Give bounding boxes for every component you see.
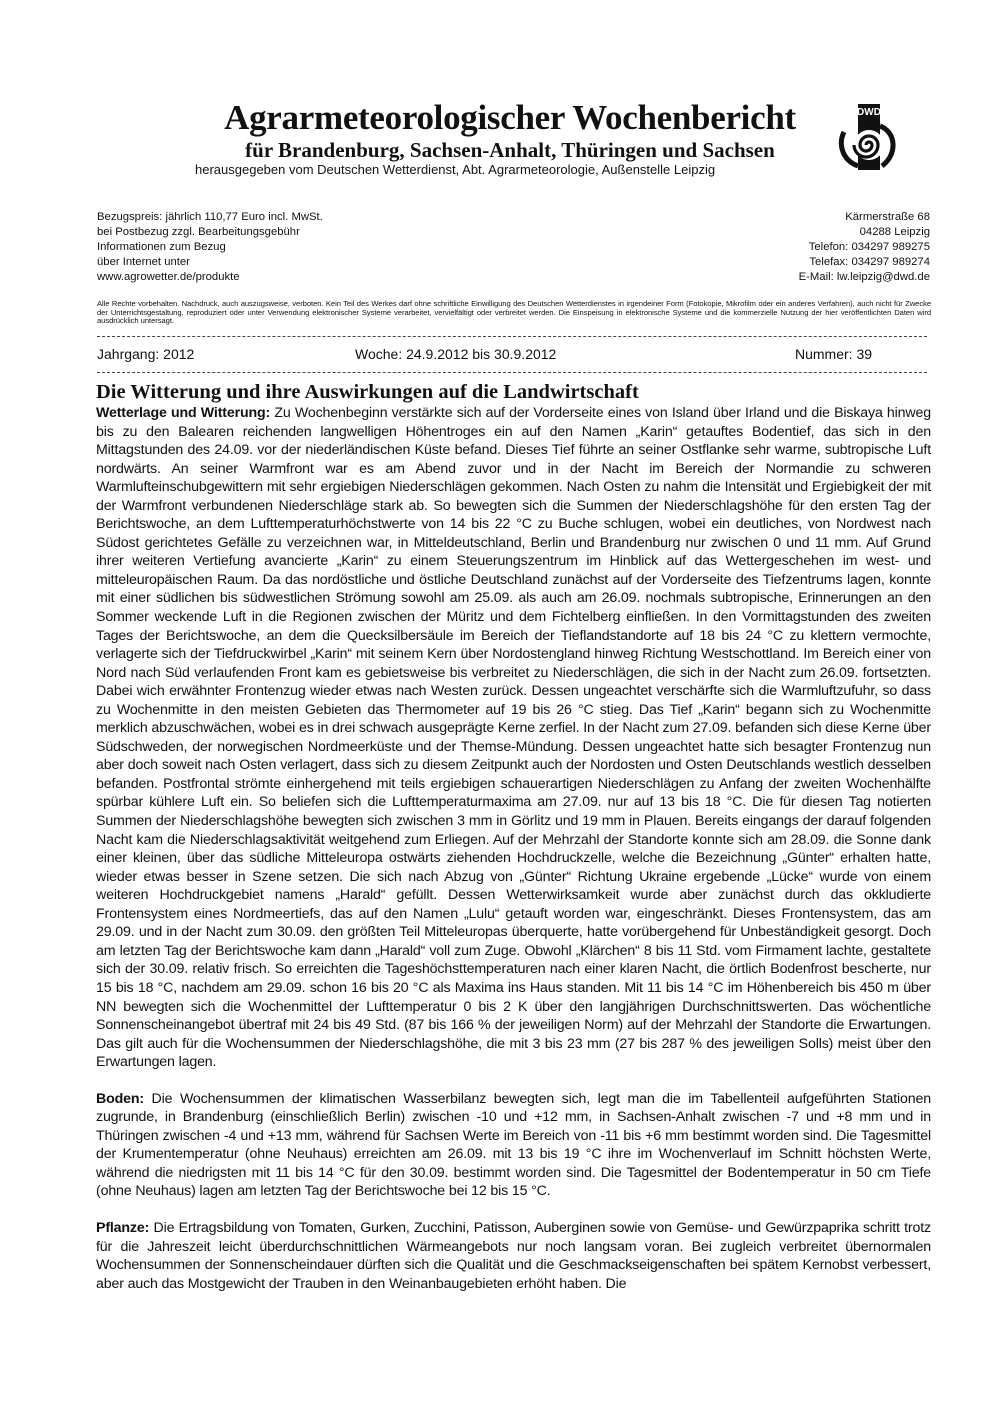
issue-year: Jahrgang: 2012 (97, 346, 195, 362)
subscription-url-link[interactable]: www.agrowetter.de/produkte (97, 271, 240, 283)
contact-info (799, 210, 930, 285)
subscription-price: Bezugspreis: jährlich 110,77 Euro incl. MwSt. (97, 211, 323, 223)
paragraph-soil (96, 1090, 931, 1201)
contact-city: 04288 Leipzig (859, 226, 930, 238)
subscription-info-heading: Informationen zum Bezug (97, 241, 226, 253)
contact-phone: Telefon: 034297 989275 (808, 241, 930, 253)
contact-street: Kärmerstraße 68 (845, 211, 930, 223)
issue-number: Nummer: 39 (795, 346, 873, 362)
paragraph-plant-label: Pflanze: (96, 1219, 150, 1236)
paragraph-plant-text: Die Ertragsbildung von Tomaten, Gurken, Zucchini, Patisson, Auberginen sowie von Gemüse- und Gewürzpaprika schritt trotz für die Jahreszeit leicht überdurchschnittlichen Wärmeangebots nur noch langsam voran. Bei zugleich verbreitet übernormalen Wochensummen der Sonnenscheindauer dürften sich die Qualität und die Geschmackseigenschaften bei spätem Kernobst verbessert, aber auch das Mostgewicht der Trauben in den Weinanbaugebieten erhöht haben. Die (96, 1219, 931, 1292)
paragraph-weather (96, 404, 931, 1072)
dashed-divider-bottom (97, 372, 927, 373)
dashed-divider-top (97, 336, 927, 337)
dwd-logo-icon (838, 104, 900, 172)
paragraph-plant (96, 1219, 931, 1293)
masthead (190, 98, 830, 178)
report-title: Agrarmeteorologischer Wochenbericht (224, 98, 796, 137)
subscription-internet: über Internet unter (97, 256, 190, 268)
subscription-info (97, 210, 323, 285)
paragraph-soil-label: Boden: (96, 1090, 144, 1107)
issue-week-range: Woche: 24.9.2012 bis 30.9.2012 (355, 346, 557, 362)
publisher-line: herausgegeben vom Deutschen Wetterdienst, Abt. Agrarmeteorologie, Außenstelle Leipzig (195, 162, 716, 177)
article-body (96, 380, 931, 1293)
subscription-postal-fee: bei Postbezug zzgl. Bearbeitungsgebühr (97, 226, 300, 238)
svg-text:DWD: DWD (857, 107, 881, 118)
contact-fax: Telefax: 034297 989274 (809, 256, 930, 268)
paragraph-soil-text: Die Wochensummen der klimatischen Wasserbilanz bewegten sich, legt man die im Tabellenteil aufgeführten Stationen zugrunde, in Brandenburg (einschließlich Berlin) zwischen -10 und +12 mm, in Sachsen-Anhalt zwischen -7 und +8 mm und in Thüringen zwischen -4 und +13 mm, während für Sachsen Werte im Bereich von -11 bis +6 mm bestimmt worden sind. Die Tagesmittel der Krumentemperatur (ohne Neuhaus) erreichten am 26.09. mit 13 bis 19 °C ihre im Wochenverlauf im Schnitt höchsten Werte, während die niedrigsten mit 11 bis 14 °C für den 30.09. bestimmt worden sind. Die Tagesmittel der Bodentemperatur in 50 cm Tiefe (ohne Neuhaus) lagen am letzten Tag der Berichtswoche bei 12 bis 15 °C. (96, 1090, 931, 1200)
section-title: Die Witterung und ihre Auswirkungen auf die Landwirtschaft (96, 381, 639, 403)
dwd-spiral-icon (838, 104, 900, 172)
contact-email-link[interactable]: E-Mail: lw.leipzig@dwd.de (798, 271, 930, 283)
rights-notice: Alle Rechte vorbehalten. Nachdruck, auch auszugsweise, verboten. Kein Teil des Werkes darf ohne schriftliche Einwilligung des Deutschen Wetterdienstes in irgendeiner Form (Fotokopie, Mikrofilm oder ein anderes Verfahren), auch nicht für Zwecke der Unterrichtsgestaltung, reproduziert oder unter Verwendung elektronischer Systeme verarbeitet, vervielfältigt oder verbreitet werden. Die Einspeisung in elektronische Systeme und die kommerzielle Nutzung der hier veröffentlichten Daten wird ausdrücklich untersagt. (97, 299, 931, 326)
report-subtitle: für Brandenburg, Sachsen-Anhalt, Thüringen und Sachsen (245, 138, 775, 162)
paragraph-weather-text: Zu Wochenbeginn verstärkte sich auf der Vorderseite eines von Island über Irland und die Biskaya hinweg bis zu den Balearen reichenden langwelligen Höhentroges ein auf den Namen „Karin“ getauftes Bodentief, das sich in den Mittagstunden des 24.09. vor der niederländischen Küste befand. Dieses Tief führte an seiner Ostflanke sehr warme, subtropische Luft nordwärts. An seiner Warmfront war es am Abend zuvor und in der Nacht im Bereich der Normandie zu schweren Warmlufteinschubgewittern mit sehr ergiebigen Niederschlägen gekommen. Nach Osten zu nahm die Intensität und Ergiebigkeit der mit der Warmfront verbundenen Niederschläge stark ab. So bewegten sich die Summen der Niederschlagshöhe für den ersten Tag der Berichtswoche, an dem Lufttemperaturhöchstwerte von 14 bis 22 °C zu Buche schlugen, wobei ein deutliches, von Nordwest nach Südost gerichtetes Gefälle zu verzeichnen war, in Mitteldeutschland, Berlin und Brandenburg nur zwischen 0 und 11 mm. Auf Grund ihrer weiteren Vertiefung avancierte „Karin“ zu einem Steuerungszentrum im Hinblick auf das Wettergeschehen im west- und mitteleuropäischen Raum. Da das nordöstliche und östliche Deutschland zunächst auf der Vorderseite des Tiefzentrums lagen, konnte mit einer südlichen bis südwestlichen Strömung sowohl am 25.09. als auch am 26.09. nochmals subtropische, Erinnerungen an den Sommer weckende Luft in die Regionen zwischen der Müritz und dem Fichtelberg einfließen. In den Vormittagstunden des zweiten Tages der Berichtswoche, an dem die Quecksilbersäule im Bereich der Tieflandstandorte auf 18 bis 24 °C zu klettern vermochte, verlagerte sich der Tiefdruckwirbel „Karin“ mit seinem Kern über Nordostengland hinweg Richtung Westschottland. Im Bereich einer von Nord nach Süd verlaufenden Front kam es gebietsweise bis verbreitet zu Niederschlägen, die sich in der Nacht zum 26.09. fortsetzten. Dabei wich erwähnter Frontenzug wieder etwas nach Westen zurück. Dessen ungeachtet verschärfte sich die Warmluftzufuhr, so dass zu Wochenmitte in den meisten Gebieten das Thermometer auf 19 bis 26 °C stieg. Das Tief „Karin“ begann sich zu Wochenmitte merklich abzuschwächen, wobei es in drei schwach ausgeprägte Kerne zerfiel. In der Nacht zum 27.09. befanden sich diese Kerne über Südschweden, der norwegischen Nordmeerküste und der Themse-Mündung. Dessen ungeachtet hatte sich besagter Frontenzug nun aber doch soweit nach Osten verlagert, dass sich zu diesem Zeitpunkt auch der Nordosten und Osten Deutschlands westlich desselben befanden. Postfrontal strömte einhergehend mit teils ergiebigen schauerartigen Niederschlägen zu Anfang der zweiten Wochenhälfte spürbar kühlere Luft ein. So beliefen sich die Lufttemperaturmaxima am 27.09. nur auf 13 bis 18 °C. Die für diesen Tag notierten Summen der Niederschlagshöhe bewegten sich zwischen 3 mm in Görlitz und 19 mm in Plauen. Bereits eingangs der darauf folgenden Nacht kam die Niederschlagsaktivität weitgehend zum Erliegen. Auf der Mehrzahl der Standorte konnte sich am 28.09. die Sonne dank einer kleinen, über das südliche Mitteleuropa ostwärts ziehenden Hochdruckzelle, welche die Bezeichnung „Günter“ erhalten hatte, wieder etwas besser in Szene setzen. Die sich nach Abzug von „Günter“ Richtung Ukraine ergebende „Lücke“ wurde von einem weiteren Hochdruckgebiet namens „Harald“ gefüllt. Dessen Wetterwirksamkeit wurde aber zunächst durch das okkludierte Frontensystem eines Nordmeertiefs, das auf den Namen „Lulu“ getauft worden war, eingeschränkt. Dieses Frontensystem, das am 29.09. und in der Nacht zum 30.09. den größten Teil Mitteleuropas überquerte, hatte vorübergehend für Unbeständigkeit gesorgt. Doch am letzten Tag der Berichtswoche kam dann „Harald“ voll zum Zuge. Obwohl „Klärchen“ 8 bis 11 Std. vom Firmament lachte, gestaltete sich der 30.09. relativ frisch. So erreichten die Tageshöchsttemperaturen nach einer klaren Nacht, die örtlich Bodenfrost bescherte, nur 15 bis 18 °C, nachdem am 29.09. schon 16 bis 20 °C als Maxima ins Haus standen. Mit 11 bis 14 °C im Höhenbereich bis 450 m über NN bewegten sich die Wochenmittel der Lufttemperatur 0 bis 2 K über den langjährigen Durchschnittswerten. Das wöchentliche Sonnenscheinangebot übertraf mit 24 bis 49 Std. (87 bis 166 % der jeweiligen Norm) auf der Mehrzahl der Standorte die Erwartungen. Das gilt auch für die Wochensummen der Niederschlagshöhe, die mit 3 bis 23 mm (27 bis 287 % des jeweiligen Solls) meist über den Erwartungen lagen. (96, 405, 931, 1071)
paragraph-weather-label: Wetterlage und Witterung: (96, 405, 271, 421)
